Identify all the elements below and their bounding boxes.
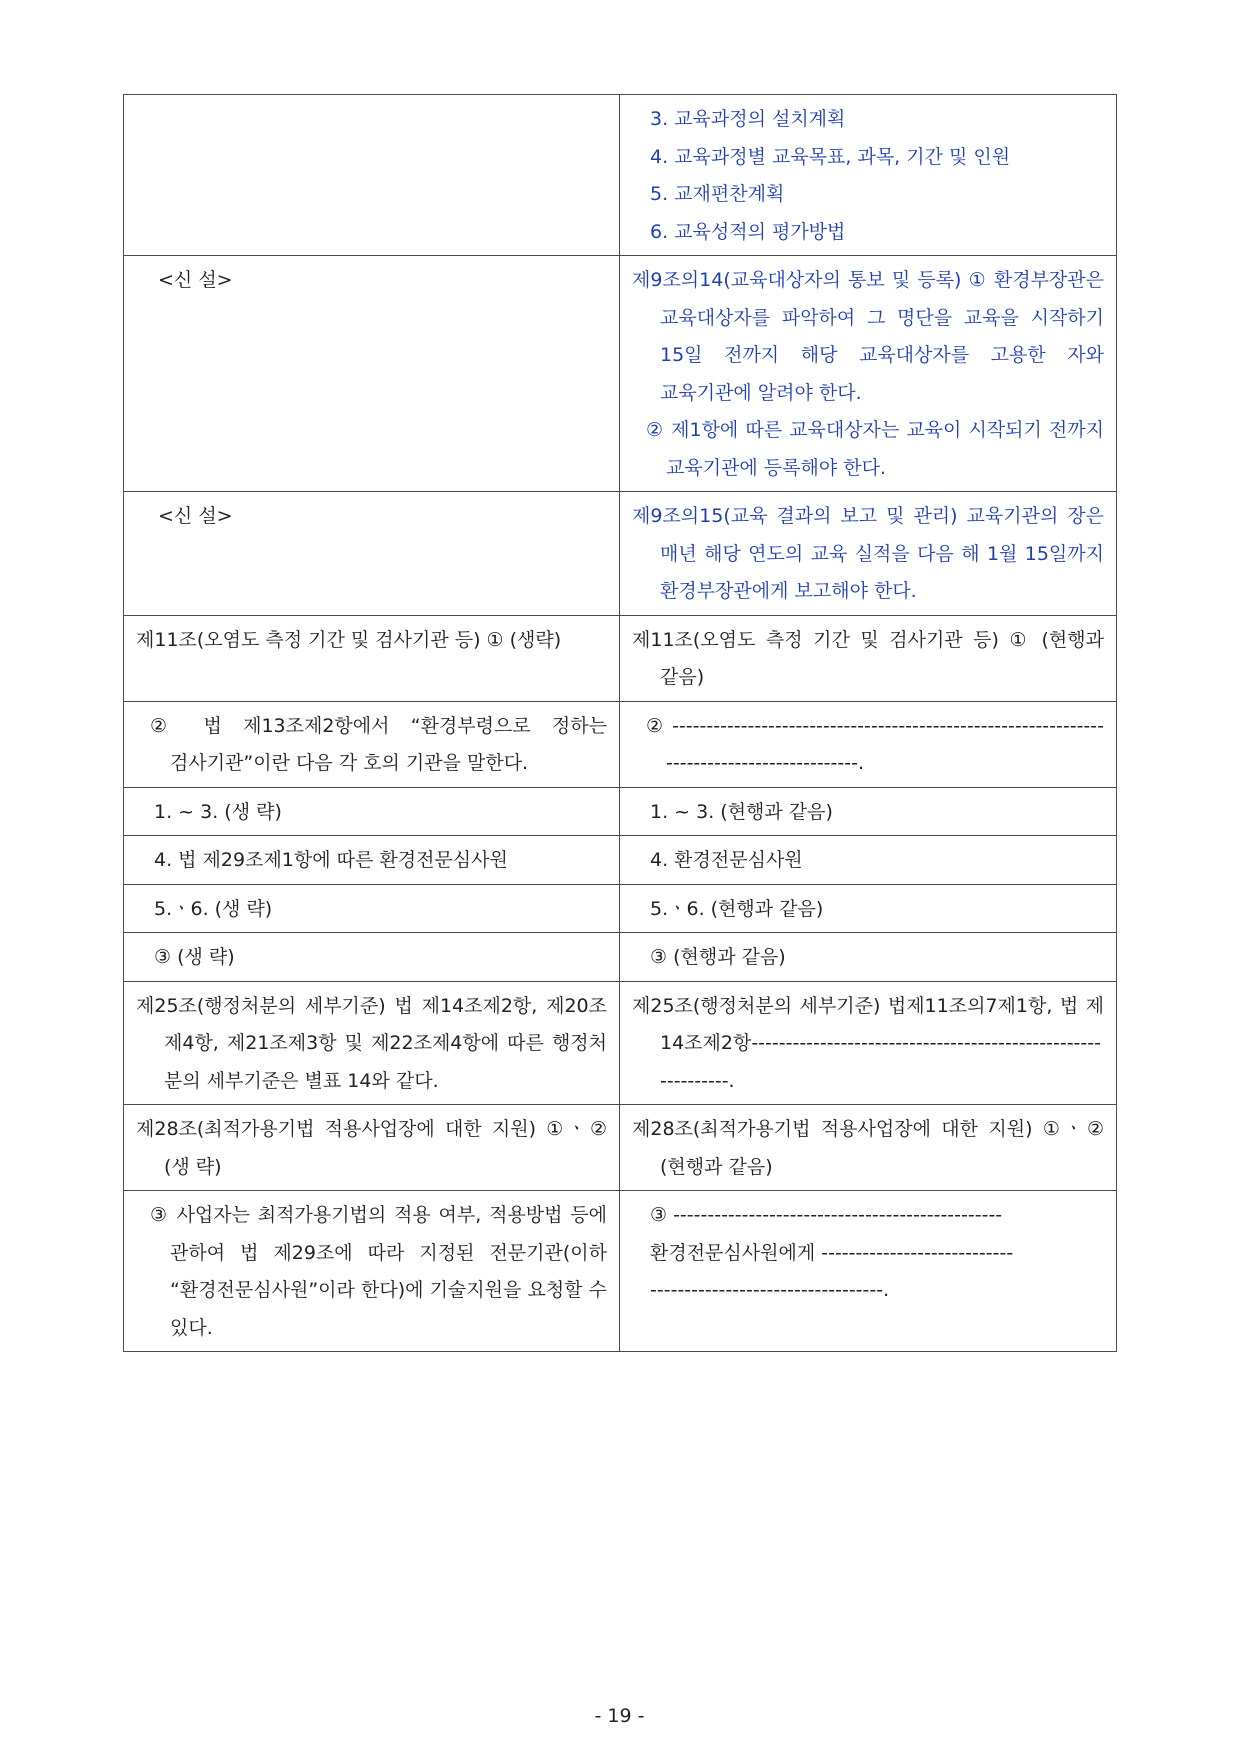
new-provision-label: <신 설> [158, 269, 233, 291]
current-law-cell [124, 1191, 620, 1352]
table-row [124, 95, 1117, 256]
paragraph-text: ② -------------------------------------------------------------------------------------------. [646, 714, 1104, 774]
table-row [124, 933, 1117, 982]
comparison-table [123, 94, 1117, 1352]
table-row [124, 492, 1117, 616]
item-text: 4. 환경전문심사원 [650, 849, 803, 871]
table-row [124, 256, 1117, 492]
current-law-cell [124, 884, 620, 933]
table-row [124, 1105, 1117, 1191]
current-law-cell [124, 701, 620, 787]
amended-law-cell [620, 701, 1117, 787]
paragraph-text: ② 제1항에 따른 교육대상자는 교육이 시작되기 전까지 교육기관에 등록해야 한다. [646, 419, 1104, 479]
item-text: 4. 법 제29조제1항에 따른 환경전문심사원 [154, 849, 508, 871]
amended-law-cell [620, 492, 1117, 616]
article-text: 제9조의14(교육대상자의 통보 및 등록) ① 환경부장관은 교육대상자를 파악하여 그 명단을 교육을 시작하기 15일 전까지 해당 교육대상자를 고용한 자와 교육기관에 알려야 한다. [632, 269, 1104, 404]
page-number: - 19 - [594, 1705, 645, 1727]
article-text: 제25조(행정처분의 세부기준) 법제11조의7제1항, 법 제14조제2항-------------------------------------------------------------. [632, 994, 1104, 1092]
item-text: 4. 교육과정별 교육목표, 과목, 기간 및 인원 [650, 145, 1011, 168]
current-law-cell [124, 836, 620, 885]
amended-law-cell [620, 1105, 1117, 1191]
item-text: 1. ~ 3. (현행과 같음) [650, 800, 833, 823]
current-law-cell [124, 1105, 620, 1191]
article-text: 제9조의15(교육 결과의 보고 및 관리) 교육기관의 장은 매년 해당 연도의 교육 실적을 다음 해 1월 15일까지 환경부장관에게 보고해야 한다. [632, 505, 1104, 602]
paragraph-text: 환경전문심사원에게 ---------------------------- [650, 1241, 1014, 1264]
table-row [124, 884, 1117, 933]
item-text: 5.ㆍ6. (생 략) [154, 897, 273, 920]
paragraph-text: ③ (현행과 같음) [650, 946, 786, 968]
article-text: 제11조(오염도 측정 기간 및 검사기관 등) ① (생략) [136, 628, 562, 651]
item-text: 3. 교육과정의 설치계획 [650, 108, 846, 130]
amended-law-cell [620, 1191, 1117, 1352]
current-law-cell [124, 981, 620, 1105]
table-row [124, 836, 1117, 885]
paragraph-text: ③ 사업자는 최적가용기법의 적용 여부, 적용방법 등에 관하여 법 제29조에 따라 지정된 전문기관(이하 “환경전문심사원”이라 한다)에 기술지원을 요청할 수 있다. [150, 1204, 607, 1339]
article-text: 제28조(최적가용기법 적용사업장에 대한 지원) ①ㆍ② (생 략) [136, 1118, 607, 1178]
new-provision-label: <신 설> [158, 505, 233, 527]
current-law-cell [124, 787, 620, 836]
article-text: 제25조(행정처분의 세부기준) 법 제14조제2항, 제20조제4항, 제21조제3항 및 제22조제4항에 따른 행정처분의 세부기준은 별표 14와 같다. [136, 994, 607, 1092]
amended-law-cell [620, 981, 1117, 1105]
current-law-cell [124, 256, 620, 492]
item-text: 1. ~ 3. (생 략) [154, 800, 282, 823]
current-law-cell [124, 615, 620, 701]
table-row [124, 615, 1117, 701]
amended-law-cell [620, 95, 1117, 256]
item-text: 6. 교육성적의 평가방법 [650, 220, 846, 243]
current-law-cell [124, 492, 620, 616]
table-row [124, 981, 1117, 1105]
article-text: 제28조(최적가용기법 적용사업장에 대한 지원) ①ㆍ② (현행과 같음) [632, 1118, 1104, 1178]
paragraph-text: ③ ------------------------------------------------ [650, 1204, 1003, 1226]
table-row [124, 787, 1117, 836]
current-law-cell [124, 933, 620, 982]
item-text: 5. 교재편찬계획 [650, 183, 785, 205]
table-row [124, 701, 1117, 787]
amended-law-cell [620, 933, 1117, 982]
paragraph-text: ----------------------------------. [650, 1279, 890, 1301]
amended-law-cell [620, 787, 1117, 836]
amended-law-cell [620, 836, 1117, 885]
article-text: 제11조(오염도 측정 기간 및 검사기관 등) ① (현행과 같음) [632, 628, 1104, 688]
paragraph-text: ② 법 제13조제2항에서 “환경부령으로 정하는 검사기관”이란 다음 각 호의 기관을 말한다. [150, 714, 607, 774]
table-row [124, 1191, 1117, 1352]
paragraph-text: ③ (생 략) [154, 946, 235, 968]
amended-law-cell [620, 884, 1117, 933]
amended-law-cell [620, 256, 1117, 492]
amended-law-cell [620, 615, 1117, 701]
current-law-cell [124, 95, 620, 256]
item-text: 5.ㆍ6. (현행과 같음) [650, 897, 824, 920]
